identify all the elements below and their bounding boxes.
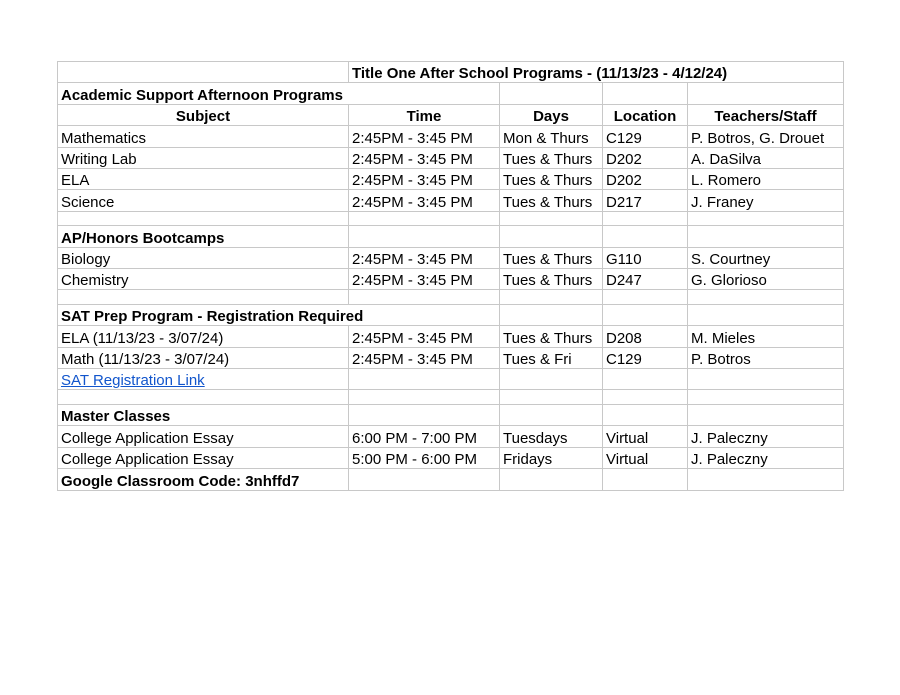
column-header-row [58,104,844,125]
cell-empty[interactable] [349,404,500,425]
section-heading-sat[interactable]: SAT Prep Program - Registration Required [58,304,500,325]
cell-empty[interactable] [603,369,688,390]
subject-cell[interactable]: Mathematics [58,126,349,147]
time-cell[interactable]: 2:45PM - 3:45 PM [349,269,500,290]
table-row [58,369,844,390]
days-cell[interactable]: Tues & Thurs [500,168,603,189]
title-row [58,62,844,83]
spacer-row [58,290,844,305]
subject-cell[interactable]: College Application Essay [58,426,349,447]
section-heading-row [58,226,844,247]
cell-empty[interactable] [349,390,500,405]
cell-empty[interactable] [349,226,500,247]
section-heading-row [58,404,844,425]
section-heading-row [58,83,844,104]
section-heading-academic[interactable]: Academic Support Afternoon Programs [58,83,500,104]
cell-empty[interactable] [58,211,349,226]
days-cell[interactable]: Tuesdays [500,426,603,447]
cell-empty[interactable] [688,390,844,405]
staff-cell[interactable]: J. Paleczny [688,426,844,447]
cell-empty[interactable] [603,304,688,325]
time-cell[interactable]: 2:45PM - 3:45 PM [349,326,500,347]
table-row [58,126,844,147]
cell-empty[interactable] [500,290,603,305]
time-cell[interactable]: 2:45PM - 3:45 PM [349,190,500,211]
cell-empty[interactable] [349,211,500,226]
cell-empty[interactable] [58,390,349,405]
cell-empty[interactable] [688,469,844,490]
staff-cell[interactable]: G. Glorioso [688,269,844,290]
subject-cell[interactable]: College Application Essay [58,447,349,468]
cell-empty[interactable] [688,404,844,425]
time-cell[interactable]: 2:45PM - 3:45 PM [349,126,500,147]
cell-empty[interactable] [603,83,688,104]
time-cell[interactable]: 2:45PM - 3:45 PM [349,247,500,268]
classroom-code[interactable]: Google Classroom Code: 3nhffd7 [58,469,349,490]
time-cell[interactable]: 6:00 PM - 7:00 PM [349,426,500,447]
cell-empty[interactable] [603,211,688,226]
sheet-title-text: Title One After School Programs - (11/13/23 - 4/12/24) [352,65,728,83]
location-cell[interactable]: Virtual [603,426,688,447]
location-cell[interactable]: D247 [603,269,688,290]
sat-link-cell [58,369,349,390]
table-row [58,247,844,268]
table-row [58,347,844,368]
location-cell[interactable]: Virtual [603,447,688,468]
section-heading-row [58,304,844,325]
days-cell[interactable]: Tues & Thurs [500,326,603,347]
subject-cell[interactable]: Math (11/13/23 - 3/07/24) [58,347,349,368]
staff-cell[interactable]: M. Mieles [688,326,844,347]
column-header-subject[interactable]: Subject [58,104,349,125]
cell-empty[interactable] [349,469,500,490]
time-cell[interactable]: 5:00 PM - 6:00 PM [349,447,500,468]
days-cell[interactable]: Fridays [500,447,603,468]
subject-cell[interactable]: Science [58,190,349,211]
time-cell[interactable]: 2:45PM - 3:45 PM [349,147,500,168]
cell-empty[interactable] [688,211,844,226]
spacer-row [58,390,844,405]
location-cell[interactable]: D208 [603,326,688,347]
sheet-title[interactable] [349,62,844,83]
column-header-staff[interactable]: Teachers/Staff [688,104,844,125]
classroom-code-row [58,469,844,490]
cell-empty[interactable] [500,304,603,325]
cell-empty[interactable] [603,404,688,425]
time-cell[interactable]: 2:45PM - 3:45 PM [349,168,500,189]
cell-empty[interactable] [603,469,688,490]
sat-registration-link[interactable]: SAT Registration Link [61,372,205,390]
cell-empty[interactable] [349,369,500,390]
table-row [58,168,844,189]
location-cell[interactable]: D202 [603,168,688,189]
cell-empty[interactable] [603,290,688,305]
staff-cell[interactable]: S. Courtney [688,247,844,268]
location-cell[interactable]: G110 [603,247,688,268]
days-cell[interactable]: Tues & Thurs [500,247,603,268]
cell-empty[interactable] [688,83,844,104]
subject-cell[interactable]: ELA [58,168,349,189]
location-cell[interactable]: D217 [603,190,688,211]
staff-cell[interactable]: L. Romero [688,168,844,189]
table-row [58,269,844,290]
staff-cell[interactable]: J. Paleczny [688,447,844,468]
staff-cell[interactable]: P. Botros, G. Drouet [688,126,844,147]
cell-empty[interactable] [500,469,603,490]
cell-empty[interactable] [349,290,500,305]
location-cell[interactable]: C129 [603,126,688,147]
section-heading-bootcamps[interactable]: AP/Honors Bootcamps [58,226,349,247]
cell-empty[interactable] [500,404,603,425]
days-cell[interactable]: Tues & Fri [500,347,603,368]
cell-empty[interactable] [688,304,844,325]
table-row [58,147,844,168]
subject-cell[interactable]: Biology [58,247,349,268]
schedule-sheet [57,61,844,491]
cell-empty[interactable] [688,369,844,390]
column-header-time[interactable]: Time [349,104,500,125]
location-cell[interactable]: D202 [603,147,688,168]
column-header-location[interactable]: Location [603,104,688,125]
cell-empty[interactable] [500,390,603,405]
days-cell[interactable]: Tues & Thurs [500,190,603,211]
table-row [58,326,844,347]
cell-empty[interactable] [603,390,688,405]
staff-cell[interactable]: P. Botros [688,347,844,368]
table-row [58,190,844,211]
location-cell[interactable]: C129 [603,347,688,368]
time-cell[interactable]: 2:45PM - 3:45 PM [349,347,500,368]
section-heading-master[interactable]: Master Classes [58,404,349,425]
staff-cell[interactable]: J. Franey [688,190,844,211]
cell-empty[interactable] [500,211,603,226]
cell-empty[interactable] [603,226,688,247]
subject-cell[interactable]: ELA (11/13/23 - 3/07/24) [58,326,349,347]
table-row [58,447,844,468]
table-row [58,426,844,447]
spacer-row [58,211,844,226]
cell-empty[interactable] [688,290,844,305]
days-cell[interactable]: Tues & Thurs [500,269,603,290]
cell-empty[interactable] [688,226,844,247]
cell-empty[interactable] [58,290,349,305]
subject-cell[interactable]: Chemistry [58,269,349,290]
column-header-days[interactable]: Days [500,104,603,125]
cell-empty[interactable] [500,226,603,247]
subject-cell[interactable]: Writing Lab [58,147,349,168]
days-cell[interactable]: Mon & Thurs [500,126,603,147]
days-cell[interactable]: Tues & Thurs [500,147,603,168]
staff-cell[interactable]: A. DaSilva [688,147,844,168]
cell-empty[interactable] [500,83,603,104]
cell-empty[interactable] [500,369,603,390]
cell-empty[interactable] [58,62,349,83]
